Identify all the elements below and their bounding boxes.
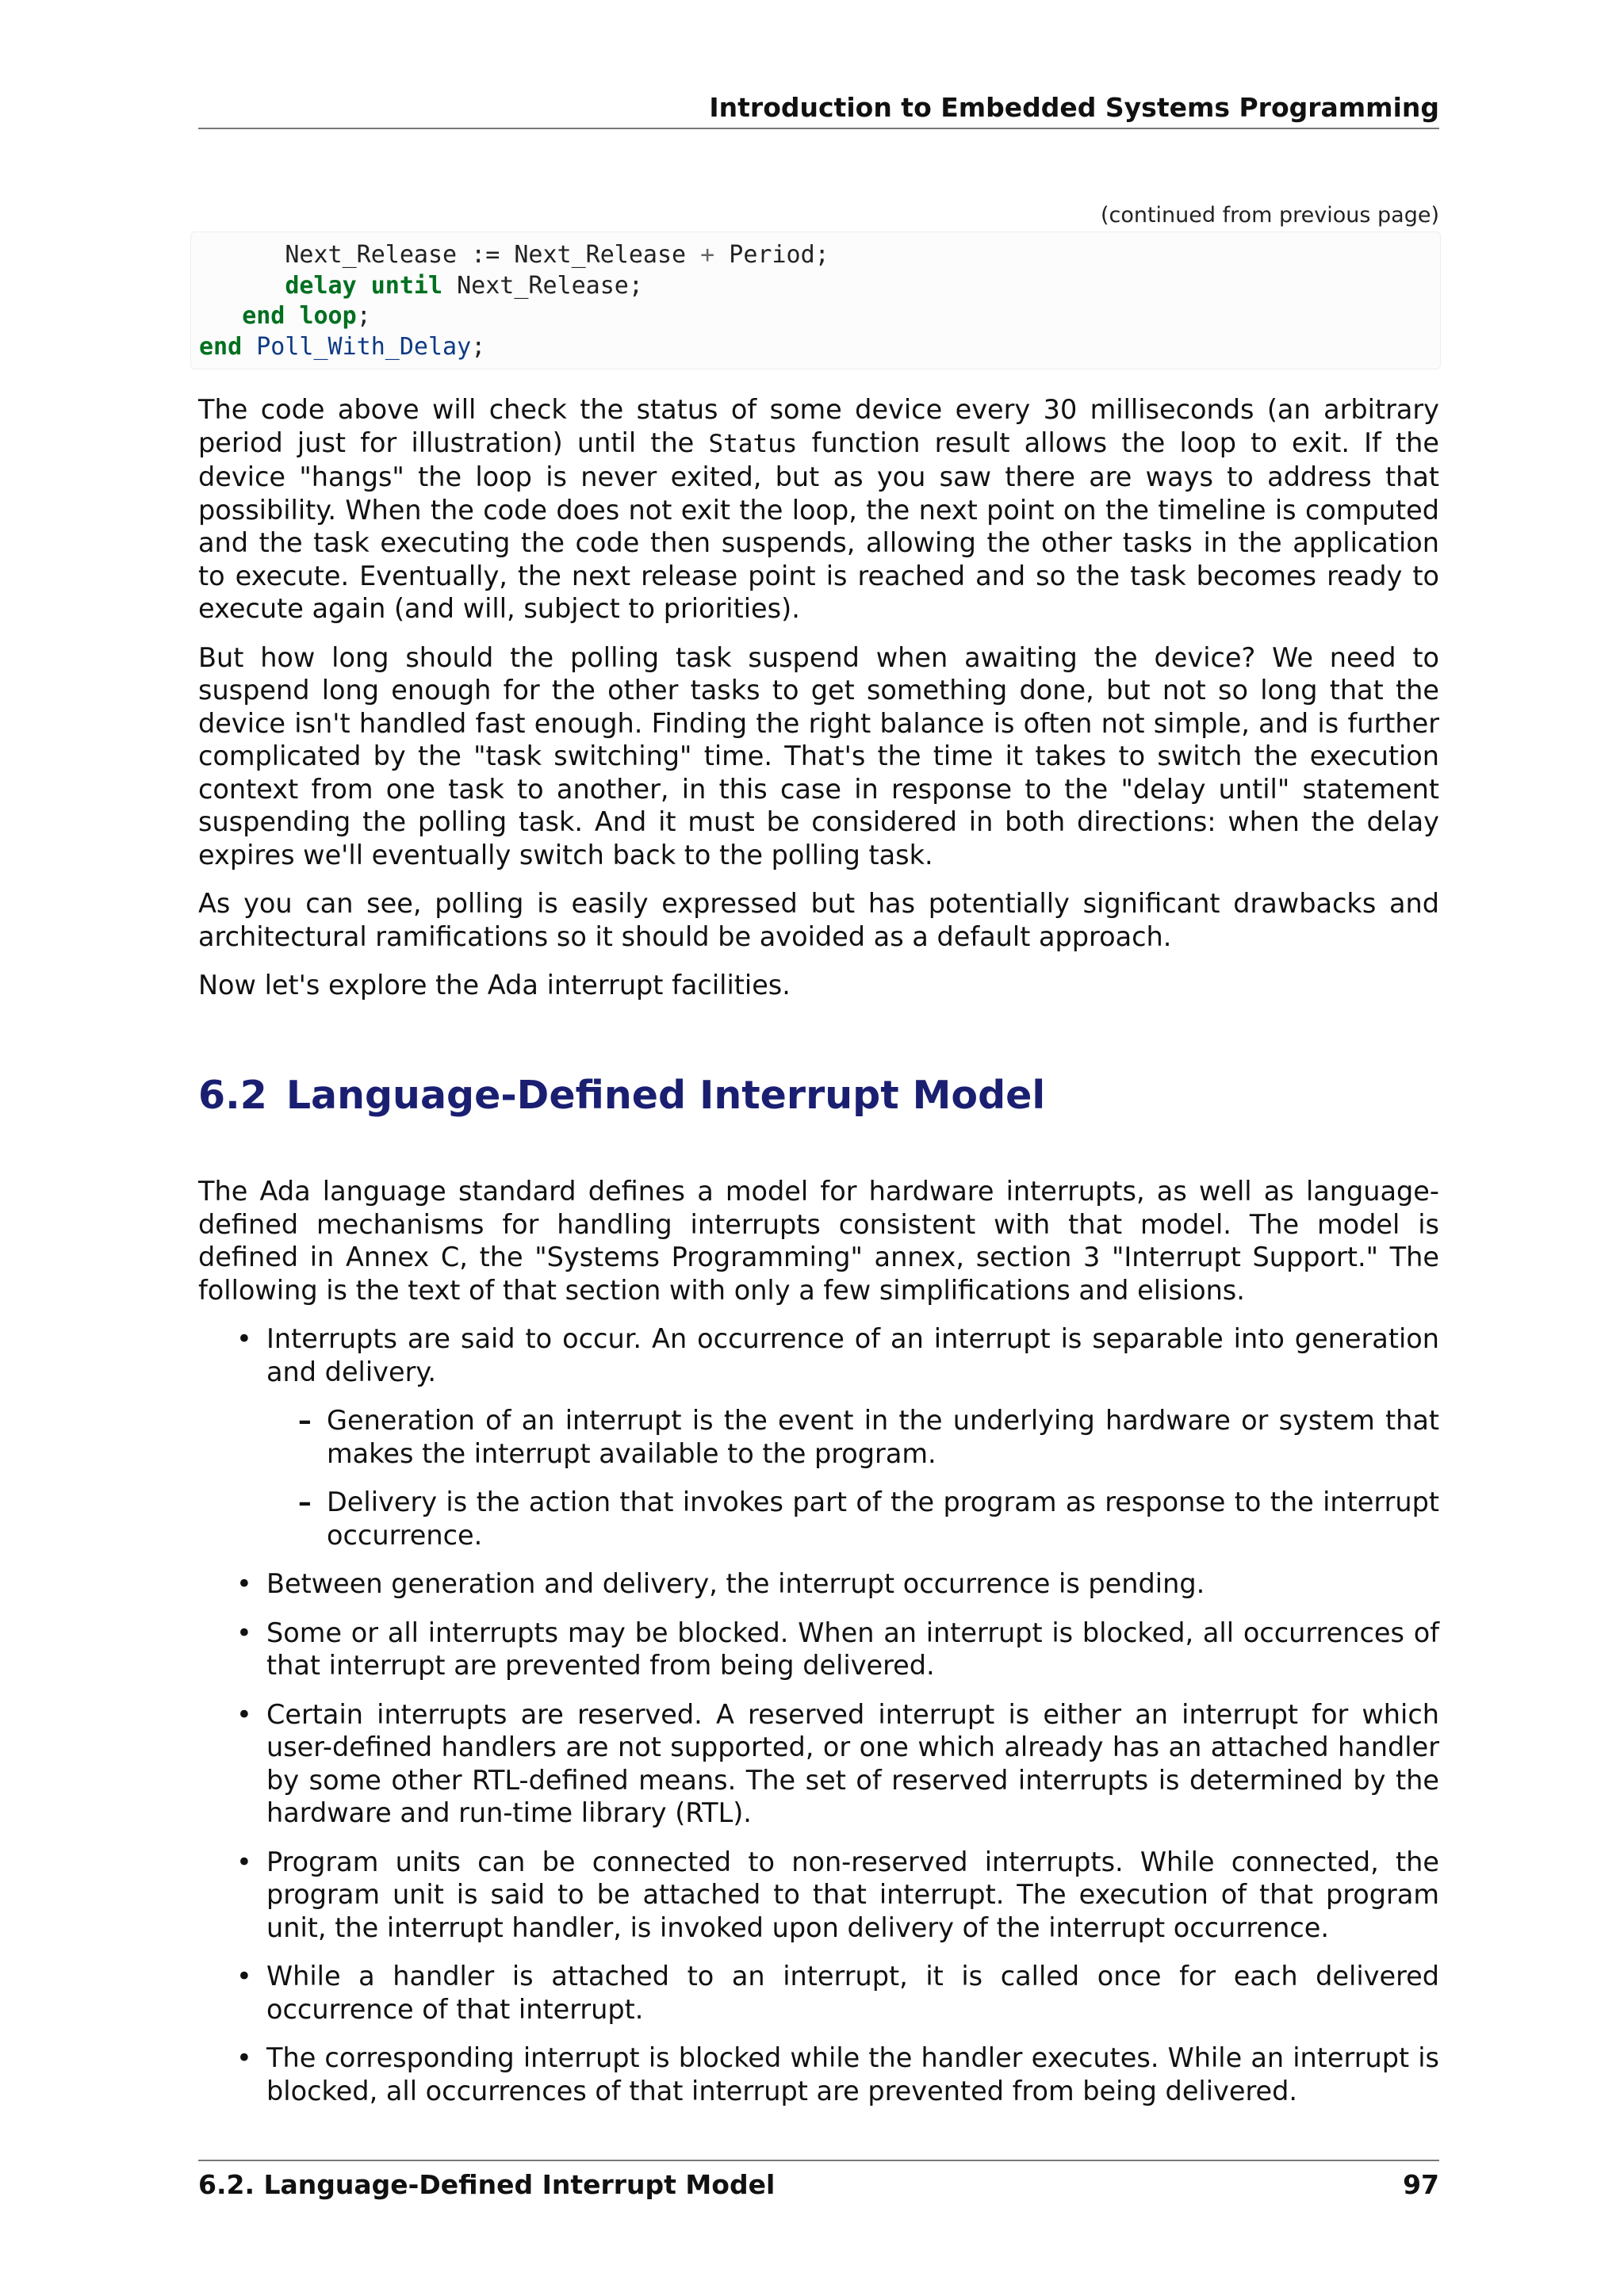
section-title-text: Language-Defined Interrupt Model [285,1073,1046,1118]
code-line-1-b: Period; [714,241,829,269]
sub-list [266,1404,1439,1552]
code-line-4-rest: ; [471,332,486,361]
list-item: • Some or all interrupts may be blocked. When an interrupt is blocked, all occurrences of that interrupt are prevented from being delivered. [198,1617,1439,1682]
body-text-upper [198,393,1439,1018]
code-keyword-end: end [242,302,285,330]
paragraph-3: As you can see, polling is easily expressed but has potentially significant drawbacks and architectural ramifications so it should be avoided as a default approach. [198,888,1439,952]
running-footer [198,2160,1439,2200]
code-keyword-end-outer: end [199,332,243,361]
code-listing [191,232,1440,362]
code-keyword-delay-until: delay until [285,271,443,300]
bullet-text: Interrupts are said to occur. An occurrence of an interrupt is separable into generation and delivery. [266,1323,1439,1387]
footer-section-title: 6.2. Language-Defined Interrupt Model [198,2169,776,2200]
section-heading [198,1073,1045,1118]
code-line-3-rest: ; [356,302,371,330]
list-item: • Between generation and delivery, the interrupt occurrence is pending. [198,1567,1439,1601]
body-text-lower [198,1175,1439,2123]
paragraph-4: Now let's explore the Ada interrupt facilities. [198,970,791,1001]
sub-list-item: – Delivery is the action that invokes part of the program as response to the interrupt occurrence. [266,1486,1439,1552]
list-item: • The corresponding interrupt is blocked while the handler executes. While an interrupt is blocked, all occurrences of that interrupt are prevented from being delivered. [198,2042,1439,2107]
running-header: Introduction to Embedded Systems Programming [198,92,1439,129]
page-number: 97 [1403,2169,1439,2200]
section-number: 6.2 [198,1073,267,1118]
continued-label: (continued from previous page) [1100,203,1439,228]
paragraph-1-text-b: function result allows the loop to exit. If the device "hangs" the loop is never exited, but as you saw there are ways to address that possibility. When the code does not exit the loop, the next point on the timeline is computed and the task executing the code then suspends, allowing the other tasks in the application to execute. Eventually, the next release point is reached and so the task becomes ready to execute again (and will, subject to priorities). [198,427,1439,624]
paragraph-2: But how long should the polling task suspend when awaiting the device? We need to suspend long enough for the other tasks to get something done, but not so long that the device isn't handled fast enough. Finding the right balance is often not simple, and is further complicated by the "task switching" time. That's the time it takes to switch the execution context from one task to another, in this case in response to the "delay until" statement suspending the polling task. And it must be considered in both directions: when the delay expires we'll eventually switch back to the polling task. [198,641,1439,871]
code-block [190,232,1441,369]
list-item: • While a handler is attached to an interrupt, it is called once for each delivered occurrence of that interrupt. [198,1960,1439,2026]
paragraph-1-text-a: The code above will check the status of some device every 30 milliseconds (an arbitrary period just for illustration) until the [198,394,1439,458]
paragraph-1 [198,393,1439,626]
code-line-2-rest: Next_Release; [442,271,643,300]
code-procedure-name: Poll_With_Delay [256,332,472,361]
code-plus-operator: + [700,241,715,269]
list-item [198,1322,1439,1552]
section-intro-paragraph: The Ada language standard defines a model for hardware interrupts, as well as language-defined mechanisms for handling interrupts consistent with that model. The model is defined in Annex C, the "Systems Programming" annex, section 3 "Interrupt Support." The following is the text of that section with only a few simplifications and elisions. [198,1176,1439,1306]
code-line-1-a: Next_Release := Next_Release [285,241,701,269]
sub-list-item: – Generation of an interrupt is the event in the underlying hardware or system that makes the interrupt available to the program. [266,1404,1439,1470]
code-keyword-loop: loop [299,302,357,330]
list-item: • Program units can be connected to non-reserved interrupts. While connected, the program unit is said to be attached to that interrupt. The execution of that program unit, the interrupt handler, is invoked upon delivery of the interrupt occurrence. [198,1846,1439,1945]
inline-code-status: Status [708,429,798,458]
list-item: • Certain interrupts are reserved. A reserved interrupt is either an interrupt for which user-defined handlers are not supported, or one which already has an attached handler by some other RTL-defined means. The set of reserved interrupts is determined by the hardware and run-time library (RTL). [198,1698,1439,1830]
bullet-list [198,1322,1439,2107]
